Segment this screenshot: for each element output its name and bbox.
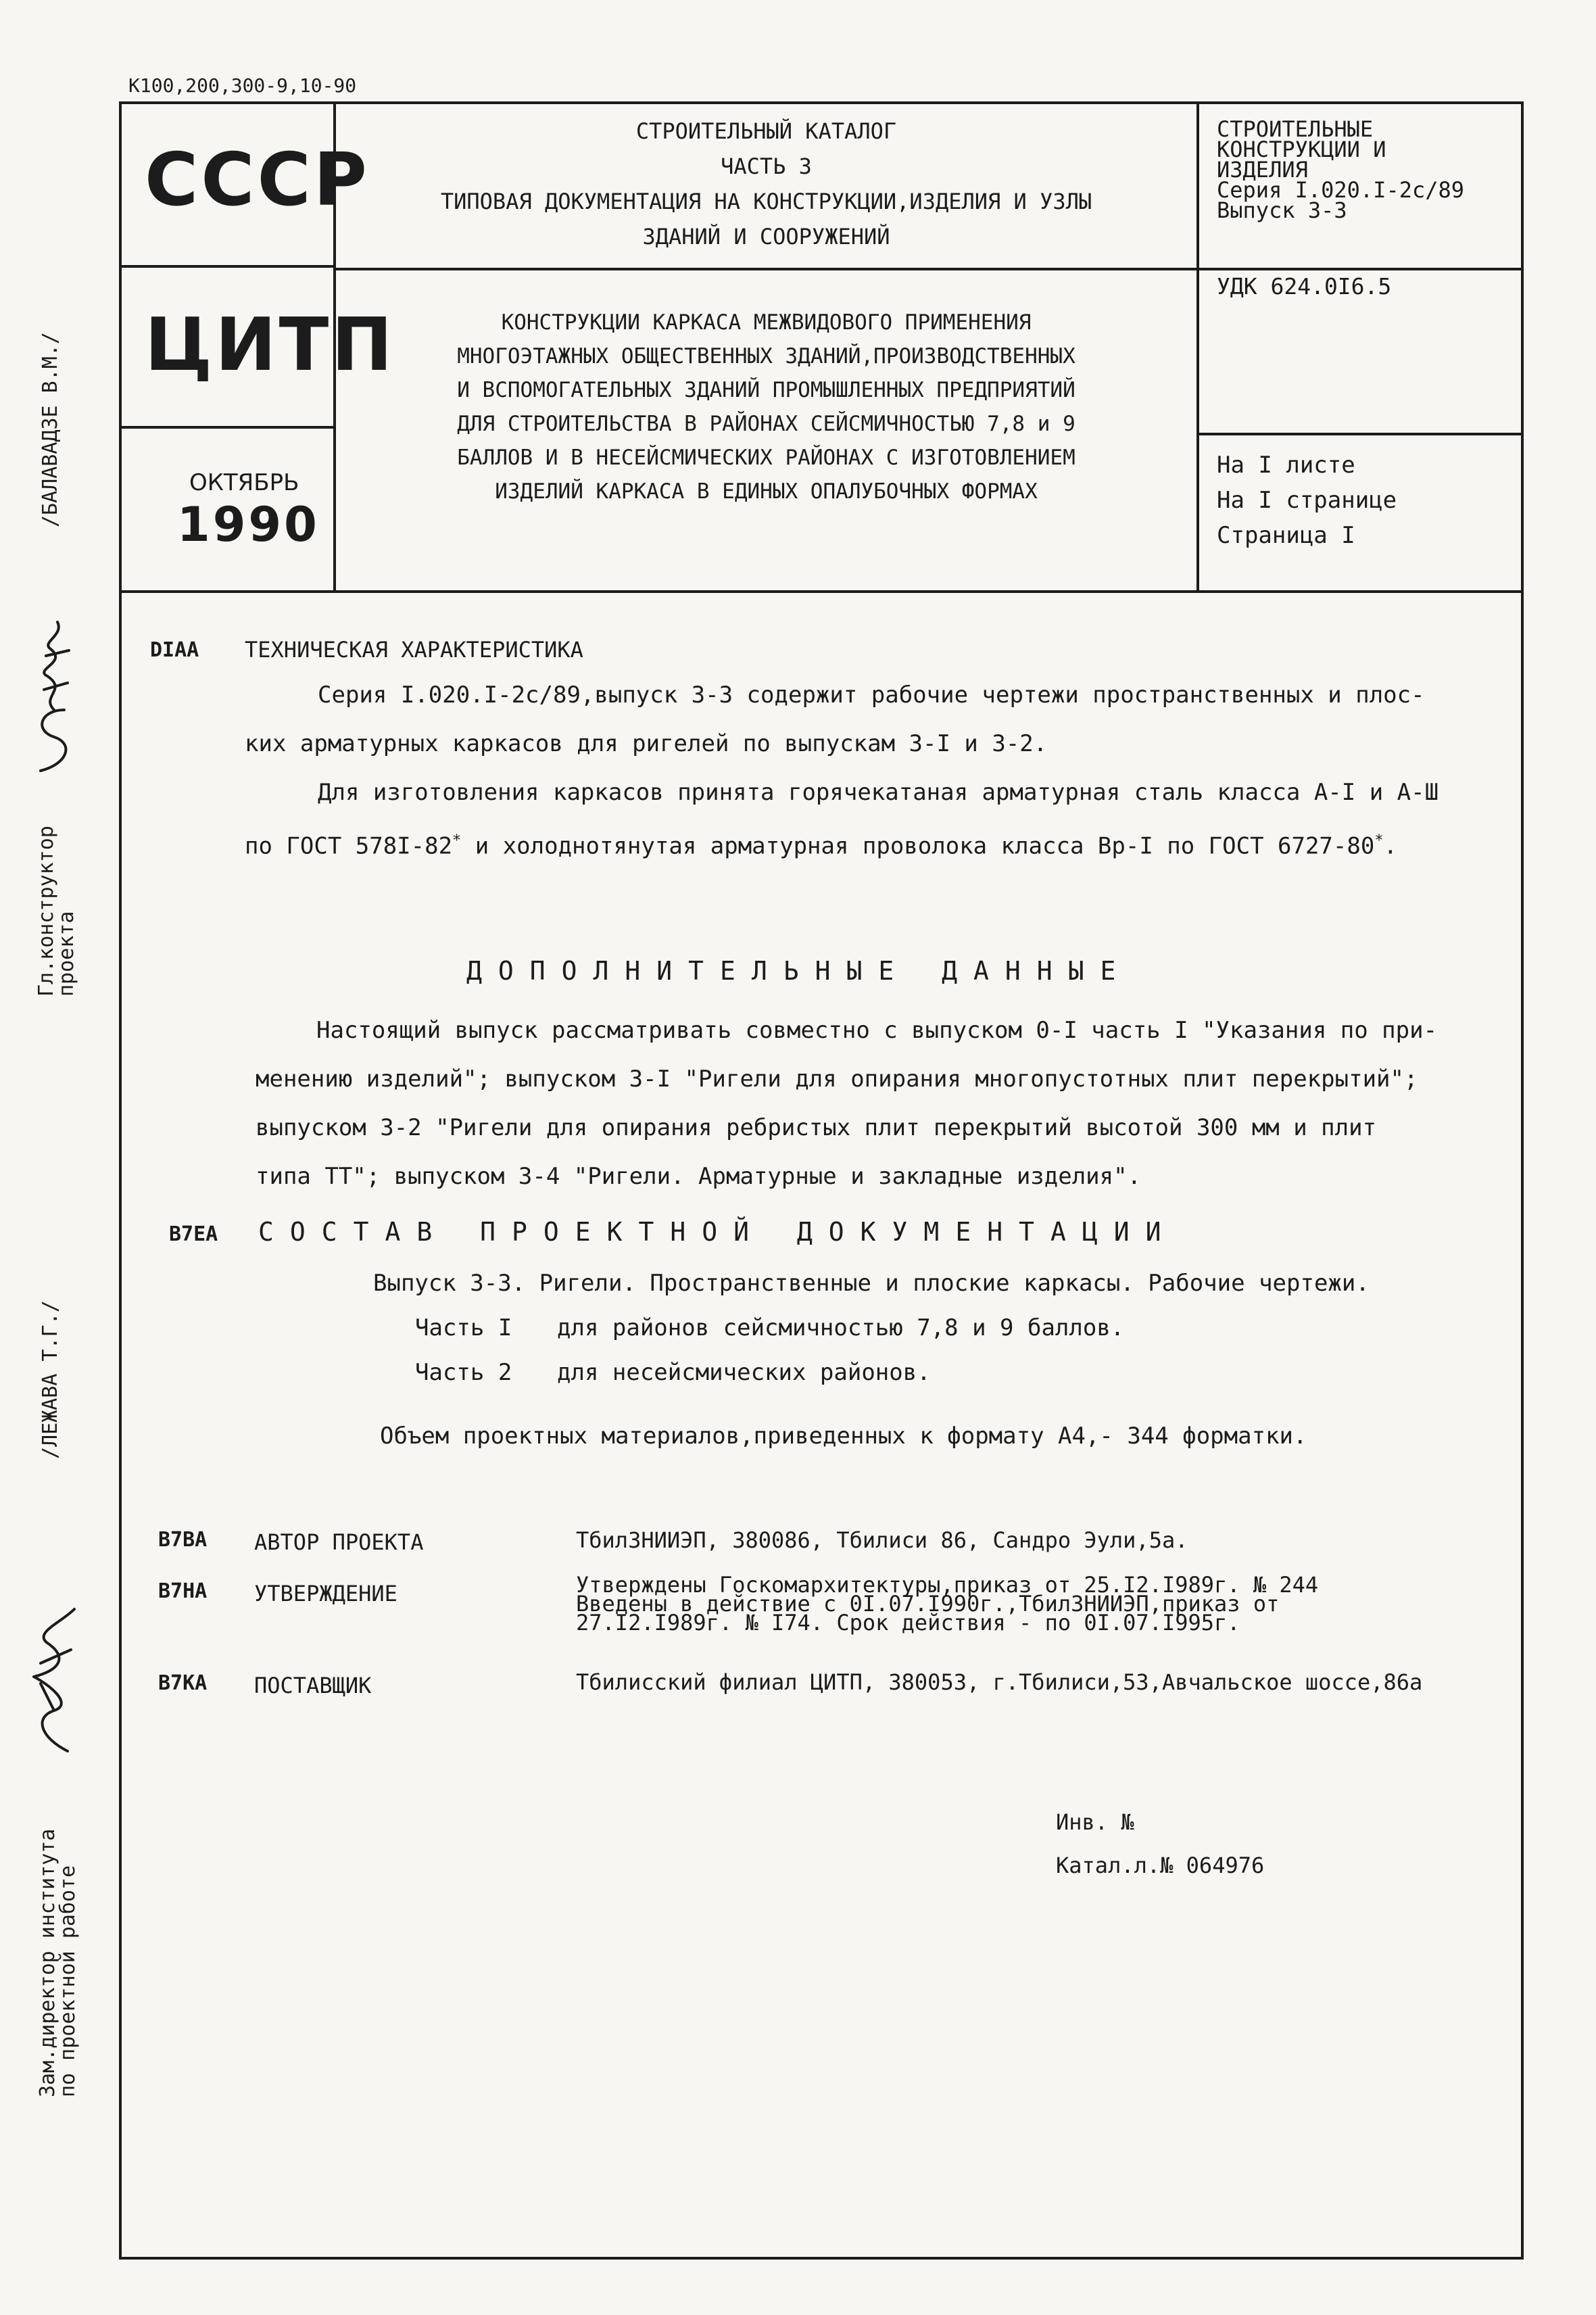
- udk-code: УДК 624.0I6.5: [1217, 273, 1392, 300]
- approval-line: Утверждены Госкомархитектуры,приказ от 25.I2.I989г. № 244: [576, 1572, 1319, 1598]
- info-code-approval: В7НА: [158, 1579, 208, 1603]
- tech-code: DIAA: [150, 638, 199, 662]
- margin-role-1-line1: Гл.конструктор: [34, 826, 58, 997]
- stamp-org: ЦИТП: [145, 303, 395, 387]
- frame-bottom: [119, 2257, 1524, 2260]
- extra-paragraph: [256, 1006, 1437, 1201]
- tech-paragraph: [245, 671, 1438, 870]
- info-label-author: АВТОР ПРОЕКТА: [254, 1529, 424, 1555]
- right-sep-2: [1196, 433, 1524, 435]
- sheet-line: Страница I: [1217, 522, 1355, 549]
- catalog-header: [336, 114, 1196, 254]
- title-line: КОНСТРУКЦИИ КАРКАСА МЕЖВИДОВОГО ПРИМЕНЕНИЯ: [501, 310, 1032, 335]
- tech-heading: ТЕХНИЧЕСКАЯ ХАРАКТЕРИСТИКА: [245, 637, 583, 663]
- title-line: И ВСПОМОГАТЕЛЬНЫХ ЗДАНИЙ ПРОМЫШЛЕННЫХ ПРЕДПРИЯТИЙ: [457, 378, 1075, 402]
- composition-code: В7ЕА: [169, 1222, 218, 1246]
- stamp-country: СССР: [145, 138, 370, 222]
- header-bottom: [119, 590, 1524, 593]
- catalog-line: ТИПОВАЯ ДОКУМЕНТАЦИЯ НА КОНСТРУКЦИИ,ИЗДЕЛИЯ И УЗЛЫ: [440, 189, 1092, 214]
- extra-heading: ДОПОЛНИТЕЛЬНЫЕ ДАННЫЕ: [466, 956, 1132, 986]
- part1-label: Часть I: [415, 1314, 512, 1341]
- catalog-sheet-number: Катал.л.№ 064976: [1056, 1853, 1265, 1878]
- margin-name-1: /БАЛАВАДЗЕ В.М./: [39, 332, 62, 527]
- margin-role-2-line1: Зам.директор института: [36, 1828, 59, 2097]
- center-sep: [333, 268, 1197, 270]
- series-line: Серия I.020.I-2с/89: [1217, 177, 1465, 203]
- stamp-sep-1: [119, 265, 335, 268]
- right-sep-1: [1196, 268, 1524, 270]
- signature-1: [27, 608, 81, 784]
- info-label-approval: УТВЕРЖДЕНИЕ: [254, 1581, 397, 1606]
- extra-line: типа ТТ"; выпуском 3-4 "Ригели. Арматурные и закладные изделия".: [256, 1163, 1142, 1190]
- frame-top: [119, 101, 1524, 104]
- title-line: ИЗДЕЛИЙ КАРКАСА В ЕДИНЫХ ОПАЛУБОЧНЫХ ФОРМАХ: [495, 479, 1038, 504]
- catalog-line: ЗДАНИЙ И СООРУЖЕНИЙ: [642, 224, 890, 249]
- info-value-author: ТбилЗНИИЭП, 380086, Тбилиси 86, Сандро Эули,5а.: [576, 1527, 1188, 1553]
- footnote-mark: *: [1374, 832, 1384, 849]
- part1-text: для районов сейсмичностью 7,8 и 9 баллов.: [557, 1314, 1125, 1341]
- stamp-month: ОКТЯБРЬ: [189, 469, 299, 496]
- inventory-number: Инв. №: [1056, 1809, 1134, 1835]
- sheet-line: На I листе: [1217, 452, 1355, 479]
- footnote-mark: *: [452, 832, 462, 849]
- stamp-sep-2: [119, 426, 335, 429]
- info-code-author: В7ВА: [158, 1528, 208, 1552]
- tech-line: [245, 817, 1438, 870]
- approval-line: 27.I2.I989г. № I74. Срок действия - по 0I.07.I995г.: [576, 1610, 1240, 1636]
- margin-name-2: /ЛЕЖАВА Т.Г./: [39, 1300, 62, 1459]
- tech-line: ких арматурных каркасов для ригелей по выпускам 3-I и 3-2.: [245, 730, 1048, 757]
- sheet-info: [1217, 448, 1397, 553]
- series-block: [1217, 116, 1514, 223]
- composition-issue: Выпуск 3-3. Ригели. Пространственные и плоские каркасы. Рабочие чертежи.: [373, 1270, 1370, 1297]
- signature-2: [20, 1602, 88, 1765]
- sheet-line: На I странице: [1217, 487, 1397, 514]
- title-line: ДЛЯ СТРОИТЕЛЬСТВА В РАЙОНАХ СЕЙСМИЧНОСТЬЮ 7,8 и 9: [457, 412, 1075, 436]
- title-line: МНОГОЭТАЖНЫХ ОБЩЕСТВЕННЫХ ЗДАНИЙ,ПРОИЗВОДСТВЕННЫХ: [457, 344, 1075, 368]
- stamp-year: 1990: [177, 497, 320, 552]
- tech-line: Серия I.020.I-2с/89,выпуск 3-3 содержит рабочие чертежи пространственных и плос-: [318, 682, 1425, 709]
- catalog-line: ЧАСТЬ 3: [721, 153, 812, 179]
- info-value-supplier: Тбилисский филиал ЦИТП, 380053, г.Тбилиси,53,Авчальское шоссе,86а: [576, 1669, 1423, 1695]
- approval-line: Введены в действие с 0I.07.I990г.,ТбилЗНИИЭП,приказ от: [576, 1591, 1280, 1617]
- part2-label: Часть 2: [415, 1359, 512, 1386]
- composition-heading: СОСТАВ ПРОЕКТНОЙ ДОКУМЕНТАЦИИ: [258, 1217, 1178, 1247]
- volume-note: Объем проектных материалов,приведенных к формату А4,- 344 форматки.: [380, 1423, 1307, 1450]
- margin-role-1-line2: проекта: [55, 911, 78, 997]
- tech-line-part: .: [1383, 832, 1398, 860]
- extra-line: выпуском 3-2 "Ригели для опирания ребристых плит перекрытий высотой 300 мм и плит: [256, 1114, 1377, 1141]
- catalog-line: СТРОИТЕЛЬНЫЙ КАТАЛОГ: [635, 118, 897, 144]
- title-line: БАЛЛОВ И В НЕСЕЙСМИЧЕСКИХ РАЙОНАХ С ИЗГОТОВЛЕНИЕМ: [457, 446, 1075, 470]
- part2-text: для несейсмических районов.: [557, 1359, 931, 1386]
- tech-line: Для изготовления каркасов принята горячекатаная арматурная сталь класса А-I и А-Ш: [318, 779, 1439, 806]
- series-line: Выпуск 3-3: [1217, 197, 1347, 223]
- document-title: [336, 306, 1196, 508]
- info-label-supplier: ПОСТАВЩИК: [254, 1673, 372, 1698]
- frame-right: [1521, 101, 1524, 2258]
- tech-line-part: и холоднотянутая арматурная проволока класса Вр-I по ГОСТ 6727-80: [461, 832, 1375, 860]
- right-col-divider: [1196, 101, 1199, 592]
- extra-line: Настоящий выпуск рассматривать совместно с выпуском 0-I часть I "Указания по при-: [316, 1017, 1438, 1044]
- margin-role-2-line2: по проектной работе: [56, 1865, 80, 2097]
- catalog-code: К100,200,300-9,10-90: [128, 74, 357, 97]
- series-line: СТРОИТЕЛЬНЫЕ: [1217, 116, 1374, 142]
- tech-line-part: по ГОСТ 578I-82: [245, 832, 453, 860]
- extra-line: менению изделий"; выпуском 3-I "Ригели для опирания многопустотных плит перекрытий";: [256, 1066, 1418, 1093]
- series-line: КОНСТРУКЦИИ И: [1217, 137, 1386, 162]
- frame-left: [119, 101, 122, 2258]
- info-value-approval: [576, 1572, 1319, 1636]
- series-line: ИЗДЕЛИЯ: [1217, 157, 1308, 183]
- info-code-supplier: В7КА: [158, 1671, 208, 1695]
